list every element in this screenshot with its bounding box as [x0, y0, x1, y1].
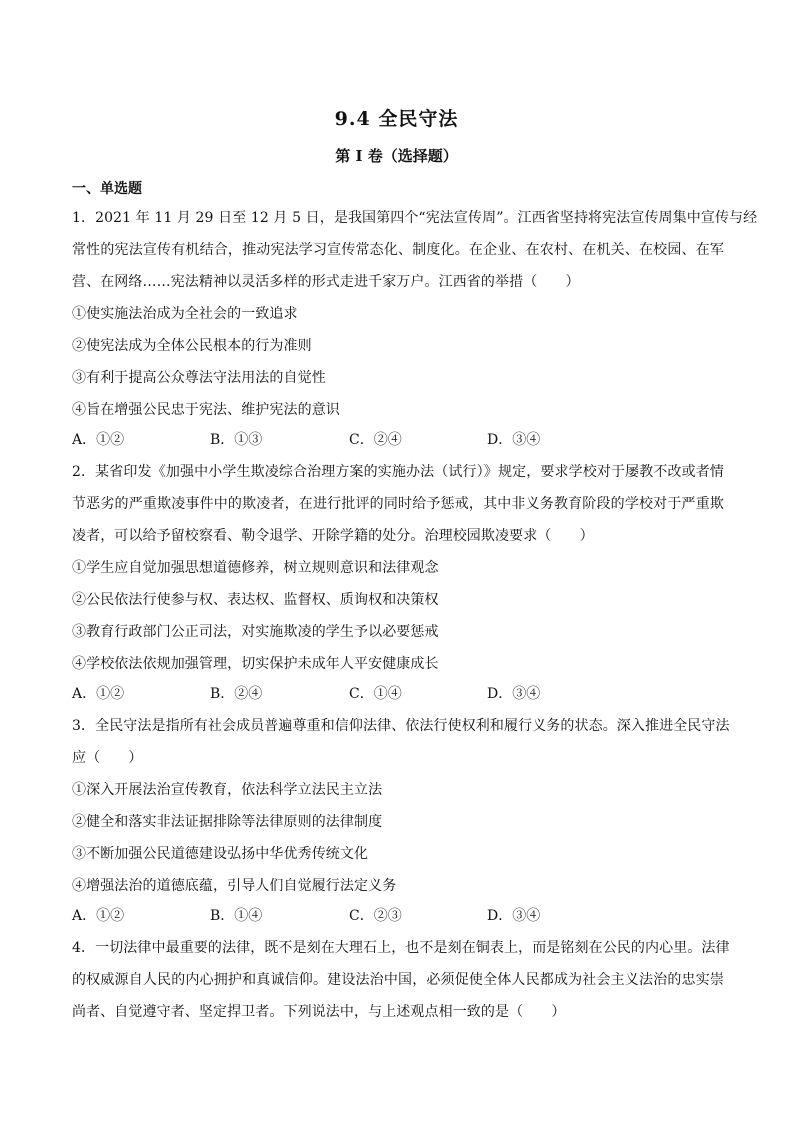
statement-item: ①学生应自觉加强思想道德修养，树立规则意识和法律观念: [72, 560, 439, 576]
statement-item: ④旨在增强公民忠于宪法、维护宪法的意识: [72, 402, 340, 418]
answer-option-c[interactable]: C．②④: [349, 432, 402, 448]
statement-item: ①使实施法治成为全社会的一致追求: [72, 306, 298, 322]
question-stem-line: 营、在网络……宪法精神以灵活多样的形式走进千家万户。江西省的举措（ ）: [72, 274, 580, 290]
answer-option-d[interactable]: D．③④: [487, 432, 541, 448]
volume-subtitle: 第 I 卷（选择题）: [335, 147, 458, 165]
question-stem-line: 的权威源自人民的内心拥护和真诚信仰。建设法治中国，必须促使全体人民都成为社会主义法治的忠实崇: [72, 972, 724, 988]
question-stem-line: 应（ ）: [72, 750, 143, 766]
question-stem-line: 节恶劣的严重欺凌事件中的欺凌者，在进行批评的同时给予惩戒，其中非义务教育阶段的学校对于严重欺: [72, 496, 724, 512]
answer-option-b[interactable]: B．①③: [210, 432, 263, 448]
answer-option-d[interactable]: D．③④: [487, 686, 541, 702]
section-heading: 一、单选题: [72, 181, 142, 197]
question-stem-line: 凌者，可以给予留校察看、勒令退学、开除学籍的处分。治理校园欺凌要求（ ）: [72, 528, 594, 544]
question-stem-line: 3．全民守法是指所有社会成员普遍尊重和信仰法律、依法行使权利和履行义务的状态。深入推进全民守法: [72, 718, 730, 734]
question-stem-line: 1．2021 年 11 月 29 日至 12 月 5 日，是我国第四个“宪法宣传周”。江西省坚持将宪法宣传周集中宣传与经: [72, 210, 758, 226]
answer-option-b[interactable]: B．②④: [210, 686, 263, 702]
question-stem-line: 常性的宪法宣传有机结合，推动宪法学习宣传常态化、制度化。在企业、在农村、在机关、在校园、在军: [72, 242, 724, 258]
answer-option-c[interactable]: C．①④: [349, 686, 402, 702]
statement-item: ②使宪法成为全体公民根本的行为准则: [72, 338, 312, 354]
statement-item: ③有利于提高公众尊法守法用法的自觉性: [72, 370, 326, 386]
answer-option-a[interactable]: A．①②: [72, 686, 125, 702]
statement-item: ④增强法治的道德底蕴，引导人们自觉履行法定义务: [72, 878, 397, 894]
question-stem-line: 4．一切法律中最重要的法律，既不是刻在大理石上，也不是刻在铜表上，而是铭刻在公民的内心里。法律: [72, 940, 730, 956]
statement-item: ②公民依法行使参与权、表达权、监督权、质询权和决策权: [72, 592, 439, 608]
answer-option-a[interactable]: A．①②: [72, 908, 125, 924]
answer-option-b[interactable]: B．①④: [210, 908, 263, 924]
page-title: 9.4 全民守法: [334, 108, 459, 130]
statement-item: ②健全和落实非法证据排除等法律原则的法律制度: [72, 814, 383, 830]
question-stem-line: 尚者、自觉遵守者、坚定捍卫者。下列说法中，与上述观点相一致的是（ ）: [72, 1004, 566, 1020]
question-stem-line: 2．某省印发《加强中小学生欺凌综合治理方案的实施办法（试行）》规定，要求学校对于屡教不改或者情: [72, 464, 724, 480]
answer-option-a[interactable]: A．①②: [72, 432, 125, 448]
answer-option-c[interactable]: C．②③: [349, 908, 402, 924]
statement-item: ④学校依法依规加强管理，切实保护未成年人平安健康成长: [72, 656, 439, 672]
answer-option-d[interactable]: D．③④: [487, 908, 541, 924]
statement-item: ③教育行政部门公正司法，对实施欺凌的学生予以必要惩戒: [72, 624, 439, 640]
statement-item: ③不断加强公民道德建设弘扬中华优秀传统文化: [72, 846, 369, 862]
statement-item: ①深入开展法治宣传教育，依法科学立法民主立法: [72, 782, 383, 798]
